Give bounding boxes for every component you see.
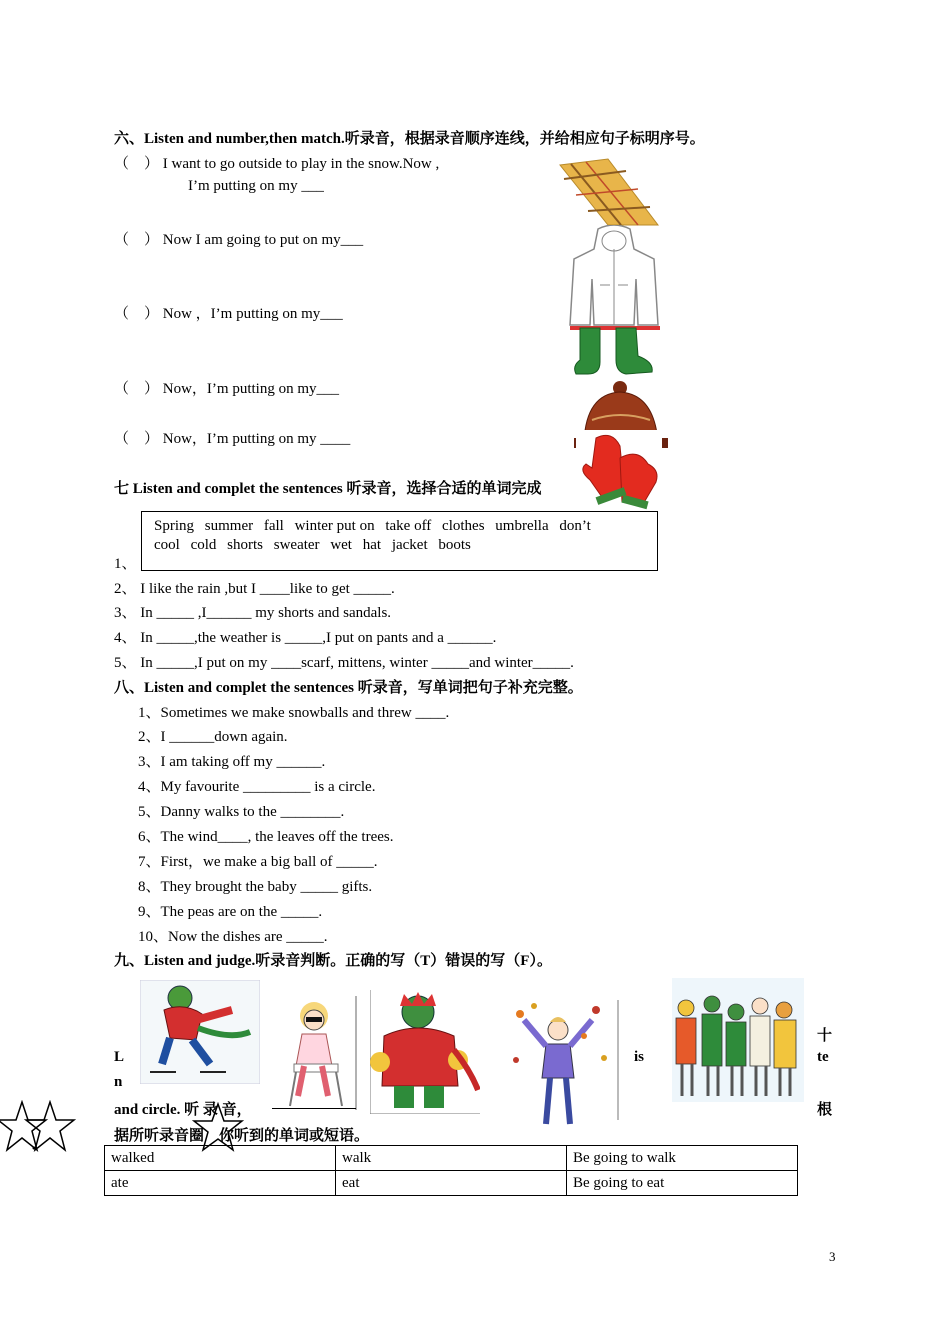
section7-sentence-5: 5、 In _____,I put on my ____scarf, mittens, winter _____and winter_____. — [114, 655, 574, 671]
word-bank-word[interactable]: jacket — [391, 537, 428, 553]
page-number: 3 — [829, 1249, 836, 1264]
answer-paren[interactable]: （ ） — [114, 232, 160, 248]
table-cell[interactable]: ate — [105, 1171, 336, 1196]
answer-paren[interactable]: （ ） — [114, 381, 160, 397]
table-row — [105, 1171, 798, 1196]
word-bank-word[interactable]: sweater — [273, 537, 320, 553]
section6-item-4 — [114, 377, 339, 398]
dinosaur-in-winter-clothes-picture[interactable] — [370, 990, 480, 1114]
table-cell[interactable]: walk — [336, 1146, 567, 1171]
word-bank-word[interactable]: umbrella — [495, 518, 549, 534]
word-bank-word[interactable]: winter put on — [294, 518, 375, 534]
table-row — [105, 1146, 798, 1171]
section10-fragment-n: n — [114, 1074, 123, 1090]
section7-heading: 七 Listen and complet the sentences 听录音，选择合适的单词完成 — [114, 481, 542, 497]
word-bank-word[interactable]: wet — [330, 537, 352, 553]
answer-table — [104, 1145, 798, 1196]
item-text: I want to go outside to play in the snow.Now , — [162, 156, 440, 172]
table-cell[interactable]: walked — [105, 1146, 336, 1171]
item-text: Now I am going to put on my___ — [162, 232, 364, 248]
table-cell[interactable]: Be going to walk — [567, 1146, 798, 1171]
section8-item-2: 2、I ______down again. — [138, 729, 288, 745]
section8-item-9: 9、The peas are on the _____. — [138, 904, 323, 920]
section6-heading: 六、Listen and number,then match.听录音，根据录音顺序连线，并给相应句子标明序号。 — [114, 131, 705, 147]
section10-fragment-l: L — [114, 1049, 125, 1065]
answer-paren[interactable]: （ ） — [114, 431, 160, 447]
section8-item-8: 8、They brought the baby _____ gifts. — [138, 879, 373, 895]
word-bank-word[interactable]: clothes — [442, 518, 485, 534]
word-bank-box — [141, 511, 658, 571]
word-bank-word[interactable]: cool — [154, 537, 180, 553]
section8-item-7: 7、First，we make a big ball of _____. — [138, 854, 378, 870]
answer-paren[interactable]: （ ） — [114, 306, 160, 322]
skating-dinosaur-picture[interactable] — [140, 980, 260, 1084]
section8-item-1: 1、Sometimes we make snowballs and threw ____. — [138, 705, 450, 721]
word-bank-word[interactable]: boots — [438, 537, 471, 553]
section8-item-3: 3、I am taking off my ______. — [138, 754, 326, 770]
section10-fragment-is: is — [634, 1049, 645, 1065]
section10-heading-line1: and circle. 听 录 音， — [114, 1102, 252, 1118]
section10-fragment-shi: 十 — [817, 1028, 833, 1044]
section9-heading: 九、Listen and judge.听录音判断。正确的写（T）错误的写（F）。 — [114, 953, 552, 969]
word-bank-row-1 — [154, 517, 645, 536]
section6-item-3 — [114, 302, 343, 323]
girl-in-chair-picture[interactable] — [276, 996, 358, 1110]
section8-heading: 八、Listen and complet the sentences 听录音，写单词把句子补充完整。 — [114, 680, 583, 696]
children-group-picture[interactable] — [672, 978, 804, 1102]
section8-item-4: 4、My favourite _________ is a circle. — [138, 779, 376, 795]
section7-sentence-4: 4、 In _____,the weather is _____,I put on pants and a ______. — [114, 630, 497, 646]
word-bank-word[interactable]: cold — [190, 537, 217, 553]
section10-fragment-gen: 根 — [817, 1102, 833, 1118]
item-text: Now，I’m putting on my ____ — [162, 431, 351, 447]
item-text: Now ，I’m putting on my___ — [162, 306, 343, 322]
jacket-icon[interactable] — [568, 225, 660, 329]
section10-heading-line2: 据所听录音圈 你听到的单词或短语。 — [114, 1128, 370, 1144]
table-cell[interactable]: Be going to eat — [567, 1171, 798, 1196]
section10-fragment-te: te — [817, 1049, 829, 1065]
star-icons — [0, 1100, 76, 1160]
section7-sentence-1: 1、 — [114, 556, 137, 572]
mittens-icon[interactable] — [576, 430, 662, 520]
word-bank-word[interactable]: don’t — [559, 518, 591, 534]
word-bank-word[interactable]: summer — [204, 518, 254, 534]
section7-sentence-2: 2、 I like the rain ,but I ____like to get _____. — [114, 581, 395, 597]
section6-item-5 — [114, 427, 350, 448]
boots-icon[interactable] — [570, 326, 660, 376]
section8-item-10: 10、Now the dishes are _____. — [138, 929, 328, 945]
section6-item-1-line2: I’m putting on my ___ — [188, 178, 324, 194]
section10-underline — [272, 1108, 356, 1109]
word-bank-word[interactable]: Spring — [154, 518, 195, 534]
word-bank-word[interactable]: hat — [362, 537, 382, 553]
word-bank-word[interactable]: shorts — [227, 537, 263, 553]
section8-item-6: 6、The wind____, the leaves off the trees. — [138, 829, 394, 845]
section8-item-5: 5、Danny walks to the ________. — [138, 804, 345, 820]
section7-sentence-3: 3、 In _____ ,I______ my shorts and sandals. — [114, 605, 392, 621]
word-bank-word[interactable]: fall — [263, 518, 284, 534]
answer-paren[interactable]: （ ） — [114, 156, 160, 172]
scarf-icon[interactable] — [556, 157, 660, 227]
item-text: Now，I’m putting on my___ — [162, 381, 340, 397]
word-bank-row-2 — [154, 536, 645, 555]
table-cell[interactable]: eat — [336, 1171, 567, 1196]
word-bank-word[interactable]: take off — [385, 518, 432, 534]
section6-item-1 — [114, 152, 439, 173]
section6-item-2 — [114, 228, 363, 249]
girl-with-falling-leaves-picture[interactable] — [500, 1000, 620, 1132]
